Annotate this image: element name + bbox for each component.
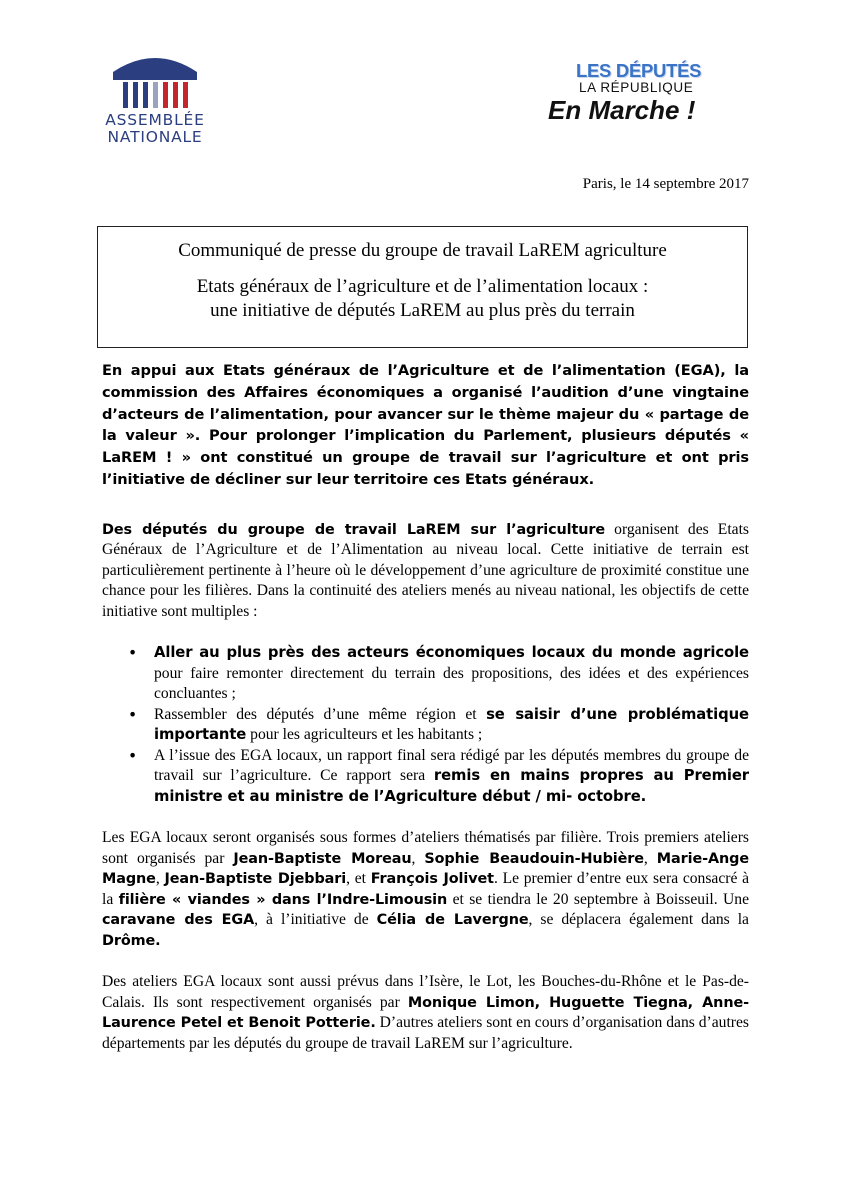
title-box bbox=[97, 226, 748, 348]
paragraph-2 bbox=[102, 828, 749, 951]
p3-text: Des ateliers EGA locaux sont aussi prévus dans l’Isère, le Lot, les Bouches-du-Rhône et le Pas-de-Calais. Ils sont respectivement organisés par bbox=[102, 973, 749, 1011]
bullet-icon: • bbox=[128, 644, 138, 663]
p1-text: organisent des Etats Généraux de l’Agriculture et de l’Alimentation au niveau local. Cette initiative de terrain est particulièrement pertinente à l’heure où le développement d’une agriculture de proximité constitue une chance pour les filières. Dans la continuité des ateliers menés au niveau national, les objectifs de cette initiative sont multiples : bbox=[102, 520, 749, 620]
paragraph-1 bbox=[102, 520, 749, 623]
region-highlight: Drôme. bbox=[102, 932, 161, 949]
filiere-highlight: filière « viandes » dans l’Indre-Limousin bbox=[118, 891, 448, 908]
p2-text: Les EGA locaux seront organisés sous formes d’ateliers thématisés par filière. Trois premiers ateliers sont organisés par bbox=[102, 829, 749, 867]
deputy-name: Célia de Lavergne bbox=[376, 912, 529, 929]
b2-text: pour les agriculteurs et les habitants ; bbox=[246, 726, 483, 744]
hemicycle-icon bbox=[107, 50, 203, 110]
lrem-deputes-logo bbox=[548, 62, 748, 124]
paragraph-3 bbox=[102, 972, 749, 1054]
deputy-name: Jean-Baptiste Moreau bbox=[233, 850, 412, 867]
bullet-icon: • bbox=[128, 746, 138, 765]
title-subtitle bbox=[98, 275, 747, 323]
p2-text: et se tiendra le 20 septembre à Boisseuil. Une bbox=[447, 890, 750, 908]
caravane-highlight: caravane des EGA bbox=[102, 912, 255, 929]
p3-text: D’autres ateliers sont en cours d’organisation dans d’autres départements par les députés du groupe de travail LaREM sur l’agriculture. bbox=[102, 1014, 749, 1052]
b2-pre: Rassembler des députés d’une même région et bbox=[154, 705, 487, 723]
bullet-icon: • bbox=[128, 705, 138, 724]
p2-text: , et bbox=[346, 870, 371, 888]
lead-paragraph: En appui aux Etats généraux de l’Agriculture et de l’alimentation (EGA), la commission des Affaires économiques a organisé l’audition d’une vingtaine d’acteurs de l’alimentation, pour avancer sur le thème majeur du « partage de la valeur ». Pour prolonger l’implication du Parlement, plusieurs députés « LaREM ! » ont constitué un groupe de travail sur l’agriculture et ont pris l’initiative de décliner sur leur territoire ces Etats généraux. bbox=[102, 362, 749, 488]
p2-text: , bbox=[155, 870, 165, 888]
p2-text: , bbox=[411, 849, 425, 867]
p1-bold: Des députés du groupe de travail LaREM sur l’agriculture bbox=[102, 521, 606, 538]
p2-text: , bbox=[643, 849, 657, 867]
logo-an-line1: ASSEMBLÉE bbox=[105, 111, 205, 129]
press-release-date: Paris, le 14 septembre 2017 bbox=[582, 176, 749, 192]
b3-bold: remis en mains propres au Premier ministre et au ministre de l’Agriculture début / mi- octobre. bbox=[154, 767, 749, 805]
deputy-name: Jean-Baptiste Djebbari bbox=[164, 871, 347, 888]
b2-bold: se saisir d’une problématique importante bbox=[154, 705, 749, 744]
title-line3: une initiative de députés LaREM au plus près du terrain bbox=[210, 300, 635, 321]
list-item bbox=[102, 643, 749, 705]
deputy-name: Sophie Beaudouin-Hubière bbox=[424, 850, 644, 867]
p2-text: . Le premier d’entre eux sera consacré à la bbox=[102, 870, 750, 908]
deputy-name: Marie-Ange Magne bbox=[102, 850, 750, 888]
list-item bbox=[102, 746, 749, 808]
document-body bbox=[102, 360, 749, 1054]
lrem-logo-line1: LES DÉPUTÉS bbox=[576, 60, 702, 81]
objectives-list bbox=[102, 643, 749, 807]
lrem-logo-line3: En Marche ! bbox=[548, 95, 696, 125]
p2-text: , se déplacera également dans la bbox=[528, 911, 749, 929]
assemblee-nationale-logo bbox=[100, 50, 210, 146]
p2-text: , à l’initiative de bbox=[254, 911, 377, 929]
logo-an-line2: NATIONALE bbox=[107, 128, 203, 146]
b1-text: pour faire remonter directement du terrain des propositions, des idées et des expériences concluantes ; bbox=[154, 664, 749, 703]
deputy-names: Monique Limon, Huguette Tiegna, Anne-Laurence Petel et Benoit Potterie. bbox=[102, 994, 749, 1032]
b3-pre: A l’issue des EGA locaux, un rapport final sera rédigé par les députés membres du groupe de travail sur l’agriculture. Ce rapport sera bbox=[154, 746, 749, 785]
deputy-name: François Jolivet bbox=[370, 871, 494, 888]
title-line1: Communiqué de presse du groupe de travail LaREM agriculture bbox=[178, 240, 667, 261]
list-item bbox=[102, 705, 749, 746]
b1-bold: Aller au plus près des acteurs économiques locaux du monde agricole bbox=[154, 644, 749, 662]
lrem-logo-line2: LA RÉPUBLIQUE bbox=[579, 80, 694, 95]
title-line2: Etats généraux de l’agriculture et de l’alimentation locaux : bbox=[196, 276, 649, 297]
